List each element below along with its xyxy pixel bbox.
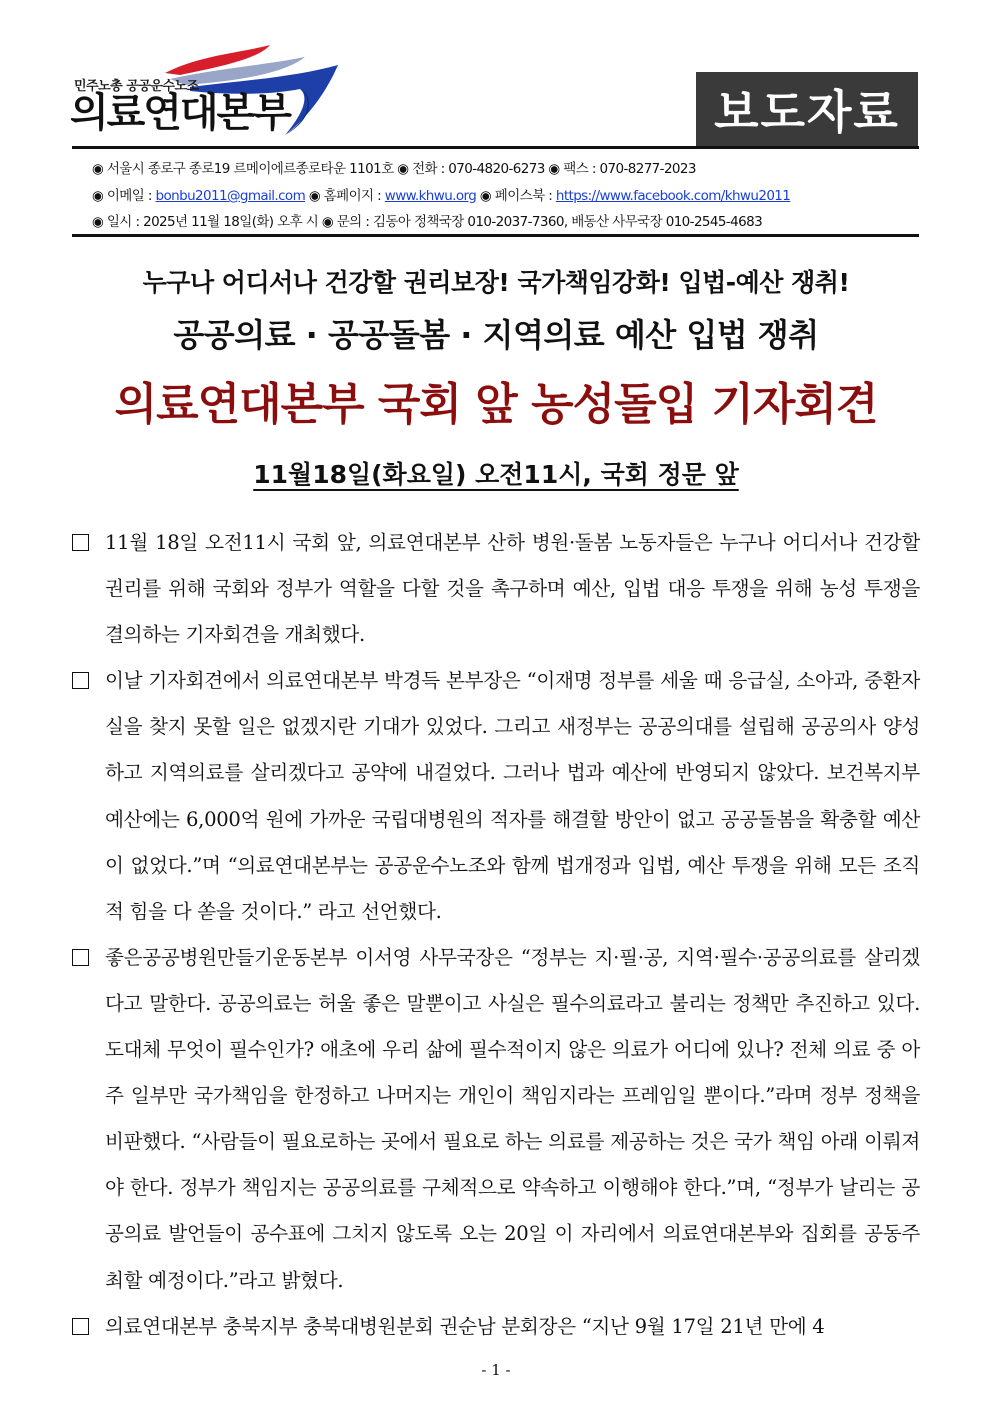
checkbox-bullet-icon [72, 949, 89, 966]
homepage-link[interactable]: www.khwu.org [384, 188, 477, 204]
email-link[interactable]: bonbu2011@gmail.com [155, 188, 306, 204]
checkbox-bullet-icon [72, 1318, 89, 1335]
header-divider-bottom [72, 234, 919, 237]
event-datetime [0, 455, 992, 491]
paragraph-text: 이날 기자회견에서 의료연대본부 박경득 본부장은 “이재명 정부를 세울 때 응급실, 소아과, 중환자실을 찾지 못할 일은 없겠지란 기대가 있었다. 그리고 새정부는 공공의대를 설립해 공공의사 양성하고 지역의료를 살리겠다고 공약에 내걸었다. 그러나 법과 예산에 반영되지 않았다. 보건복지부 예산에는 6,000억 원에 가까운 국립대병원의 적자를 해결할 방안이 없고 공공돌봄을 확충할 예산이 없었다.”며 “의료연대본부는 공공운수노조와 함께 법개정과 입법, 예산 투쟁을 위해 모든 조직적 힘을 다 쏟을 것이다.” 라고 선언했다. [105, 669, 920, 923]
facebook-link[interactable]: https://www.facebook.com/khwu2011 [555, 188, 791, 204]
contact-online-line [92, 184, 790, 204]
homepage-label: ◉ 홈페이지 : [305, 188, 385, 204]
paragraph [72, 520, 920, 658]
contact-address-line: ◉ 서울시 종로구 종로19 르메이에르종로타운 1101호 ◉ 전화 : 070-4820-6273 ◉ 팩스 : 070-8277-2023 [92, 161, 696, 177]
article-body [72, 520, 920, 1350]
event-datetime-text: 11월18일(화요일) 오전11시, 국회 정문 앞 [253, 460, 739, 489]
facebook-label: ◉ 페이스북 : [476, 188, 556, 204]
main-title: 의료연대본부 국회 앞 농성돌입 기자회견 [114, 379, 878, 430]
email-label: ◉ 이메일 : [92, 188, 156, 204]
org-subtitle: 민주노총 공공운수노조 [74, 79, 199, 94]
paragraph [72, 658, 920, 935]
checkbox-bullet-icon [72, 672, 89, 689]
press-release-badge: 보도자료 [696, 72, 918, 146]
subheading-title: 공공의료 · 공공돌봄 · 지역의료 예산 입법 쟁취 [173, 316, 819, 354]
organization-logo [70, 35, 370, 145]
paragraph-text: 11월 18일 오전11시 국회 앞, 의료연대본부 산하 병원·돌봄 노동자들은 누구나 어디서나 건강할 권리를 위해 국회와 정부가 역할을 다할 것을 촉구하며 예산, 입법 대응 투쟁을 위해 농성 투쟁을 결의하는 기자회견을 개최했다. [105, 531, 920, 647]
contact-schedule-line: ◉ 일시 : 2025년 11월 18일(화) 오후 시 ◉ 문의 : 김동아 정책국장 010-2037-7360, 배동산 사무국장 010-2545-4683 [92, 214, 763, 230]
org-name: 의료연대본부 [70, 90, 290, 136]
paragraph-text: 의료연대본부 충북지부 충북대병원분회 권순남 분회장은 “지난 9월 17일 21년 만에 4 [105, 1314, 825, 1338]
paragraph [72, 935, 920, 1304]
paragraph-text: 좋은공공병원만들기운동본부 이서영 사무국장은 “정부는 지·필·공, 지역·필수·공공의료를 살리겠다고 말한다. 공공의료는 허울 좋은 말뿐이고 사실은 필수의료라고 불리는 정책만 추진하고 있다. 도대체 무엇이 필수인가? 애초에 우리 삶에 필수적이지 않은 의료가 어디에 있나? 전체 의료 중 아주 일부만 국가책임을 한정하고 나머지는 개인이 책임지라는 프레임일 뿐이다.”라며 정부 정책을 비판했다. “사람들이 필요로하는 곳에서 필요로 하는 의료를 제공하는 것은 국가 책임 아래 이뤄져야 한다. 정부가 책임지는 공공의료를 구체적으로 약속하고 이행해야 한다.”며, “정부가 날리는 공공의료 발언들이 공수표에 그치지 않도록 오는 20일 이 자리에서 의료연대본부와 집회를 공동주최할 예정이다.”라고 밝혔다. [105, 945, 920, 1292]
header-divider-top [72, 146, 919, 149]
page-number: - 1 - [481, 1361, 511, 1379]
checkbox-bullet-icon [72, 534, 89, 551]
paragraph [72, 1304, 920, 1350]
slogan-title: 누구나 어디서나 건강할 권리보장! 국가책임강화! 입법-예산 쟁취! [142, 268, 850, 297]
